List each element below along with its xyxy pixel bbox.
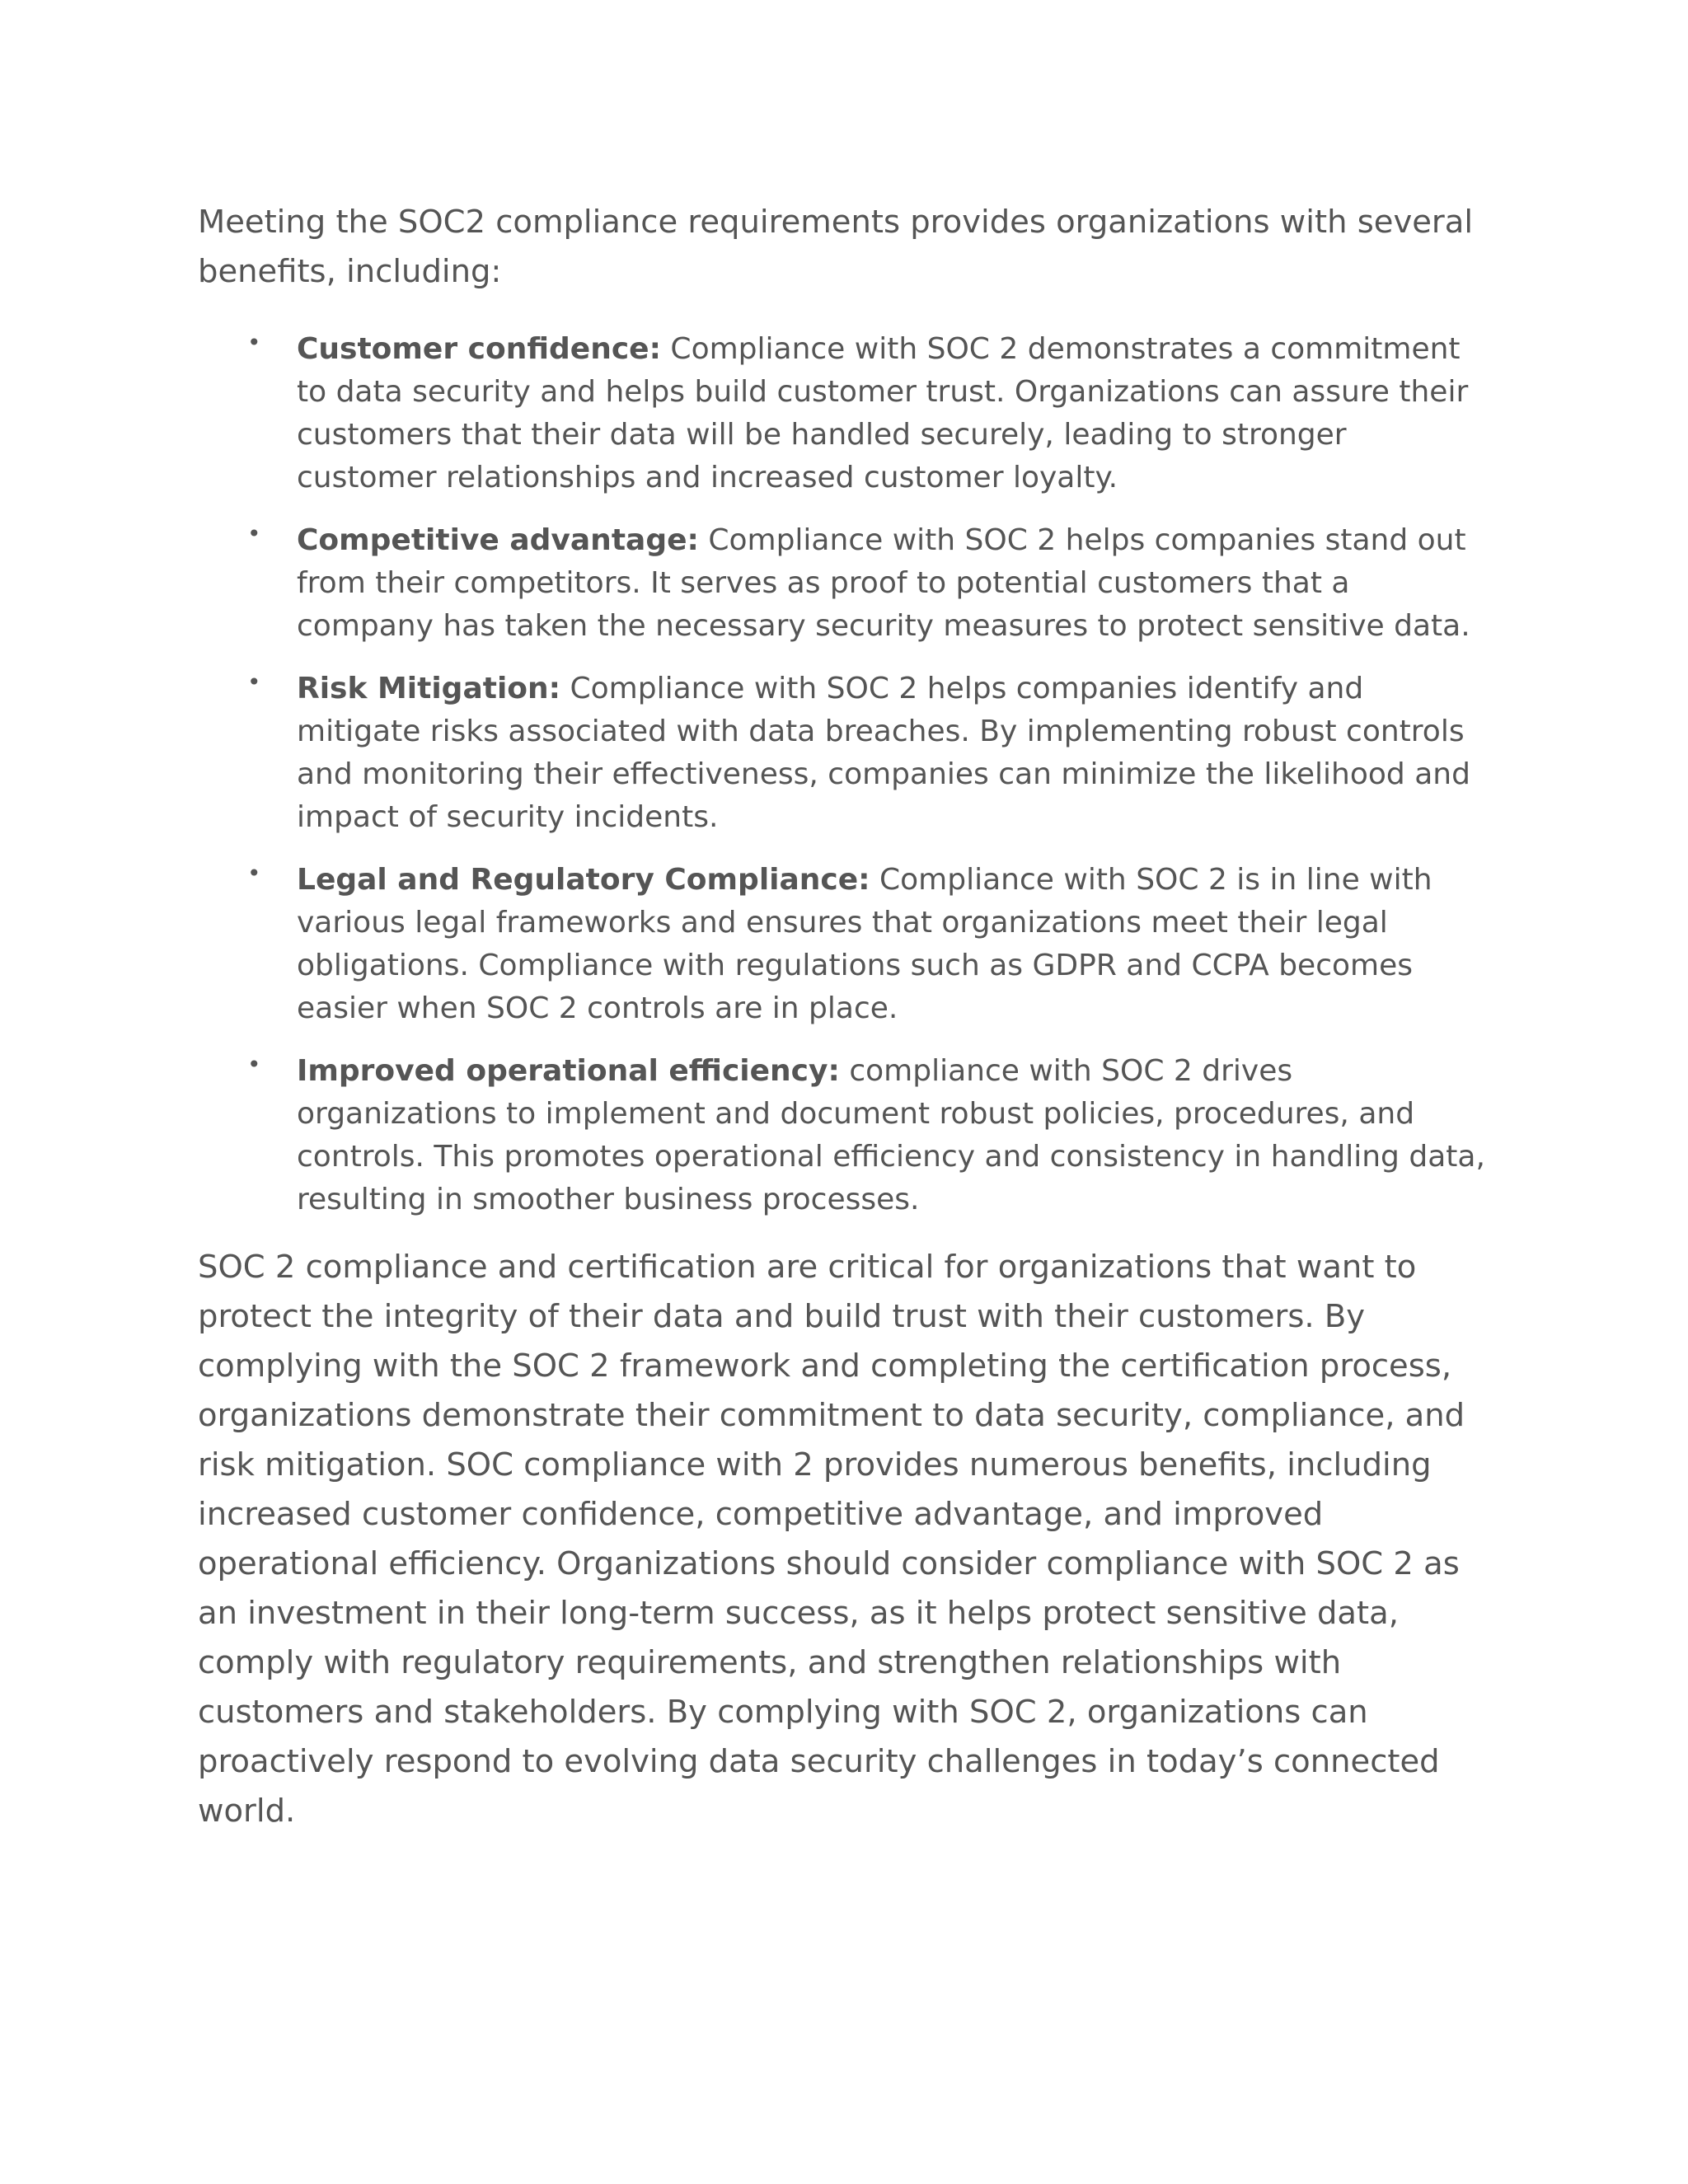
benefit-title: Legal and Regulatory Compliance:: [297, 863, 870, 897]
list-item: [198, 668, 1492, 839]
benefit-text: Compliance with SOC 2 helps companies stand out from their competitors. It serves as proof to potential customers that a company has taken the necessary security measures to protect sensitive data.: [297, 523, 1470, 643]
bullet-icon: •: [247, 520, 261, 547]
list-item: [198, 859, 1492, 1030]
benefit-title: Customer confidence:: [297, 332, 661, 366]
bullet-icon: •: [247, 668, 261, 696]
intro-paragraph: Meeting the SOC2 compliance requirements provides organizations with several benefits, including:: [198, 204, 1474, 290]
list-item: [198, 328, 1492, 499]
benefit-title: Improved operational efficiency:: [297, 1054, 840, 1088]
conclusion-paragraph: SOC 2 compliance and certification are critical for organizations that want to protect the integrity of their data and build trust with their customers. By complying with the SOC 2 framework and completing the certification process, organizations demonstrate their commitment to data security, compliance, and risk mitigation. SOC compliance with 2 provides numerous benefits, including increased customer confidence, competitive advantage, and improved operational efficiency. Organizations should consider compliance with SOC 2 as an investment in their long-term success, as it helps protect sensitive data, comply with regulatory requirements, and strengthen relationships with customers and stakeholders. By complying with SOC 2, organizations can proactively respond to evolving data security challenges in today’s connected world.: [198, 1249, 1465, 1830]
bullet-icon: •: [247, 1051, 261, 1078]
benefit-text: Compliance with SOC 2 demonstrates a commitment to data security and helps build customer trust. Organizations can assure their customers that their data will be handled securely, leading to stronger customer relationships and increased customer loyalty.: [297, 332, 1469, 494]
bullet-icon: •: [247, 329, 261, 356]
benefit-text: Compliance with SOC 2 helps companies identify and mitigate risks associated with data breaches. By implementing robust controls and monitoring their effectiveness, companies can minimize the likelihood and impact of security incidents.: [297, 672, 1470, 834]
benefit-text: Compliance with SOC 2 is in line with various legal frameworks and ensures that organizations meet their legal obligations. Compliance with regulations such as GDPR and CCPA becomes easier when SOC 2 controls are in place.: [297, 863, 1432, 1025]
benefit-text: compliance with SOC 2 drives organizations to implement and document robust policies, procedures, and controls. This promotes operational efficiency and consistency in handling data, resulting in smoother business processes.: [297, 1054, 1485, 1216]
benefits-list: [198, 328, 1492, 1221]
list-item: [198, 519, 1492, 648]
benefit-title: Risk Mitigation:: [297, 672, 561, 705]
benefit-title: Competitive advantage:: [297, 523, 699, 557]
document-content: [198, 198, 1492, 1836]
list-item: [198, 1050, 1492, 1221]
bullet-icon: •: [247, 860, 261, 887]
